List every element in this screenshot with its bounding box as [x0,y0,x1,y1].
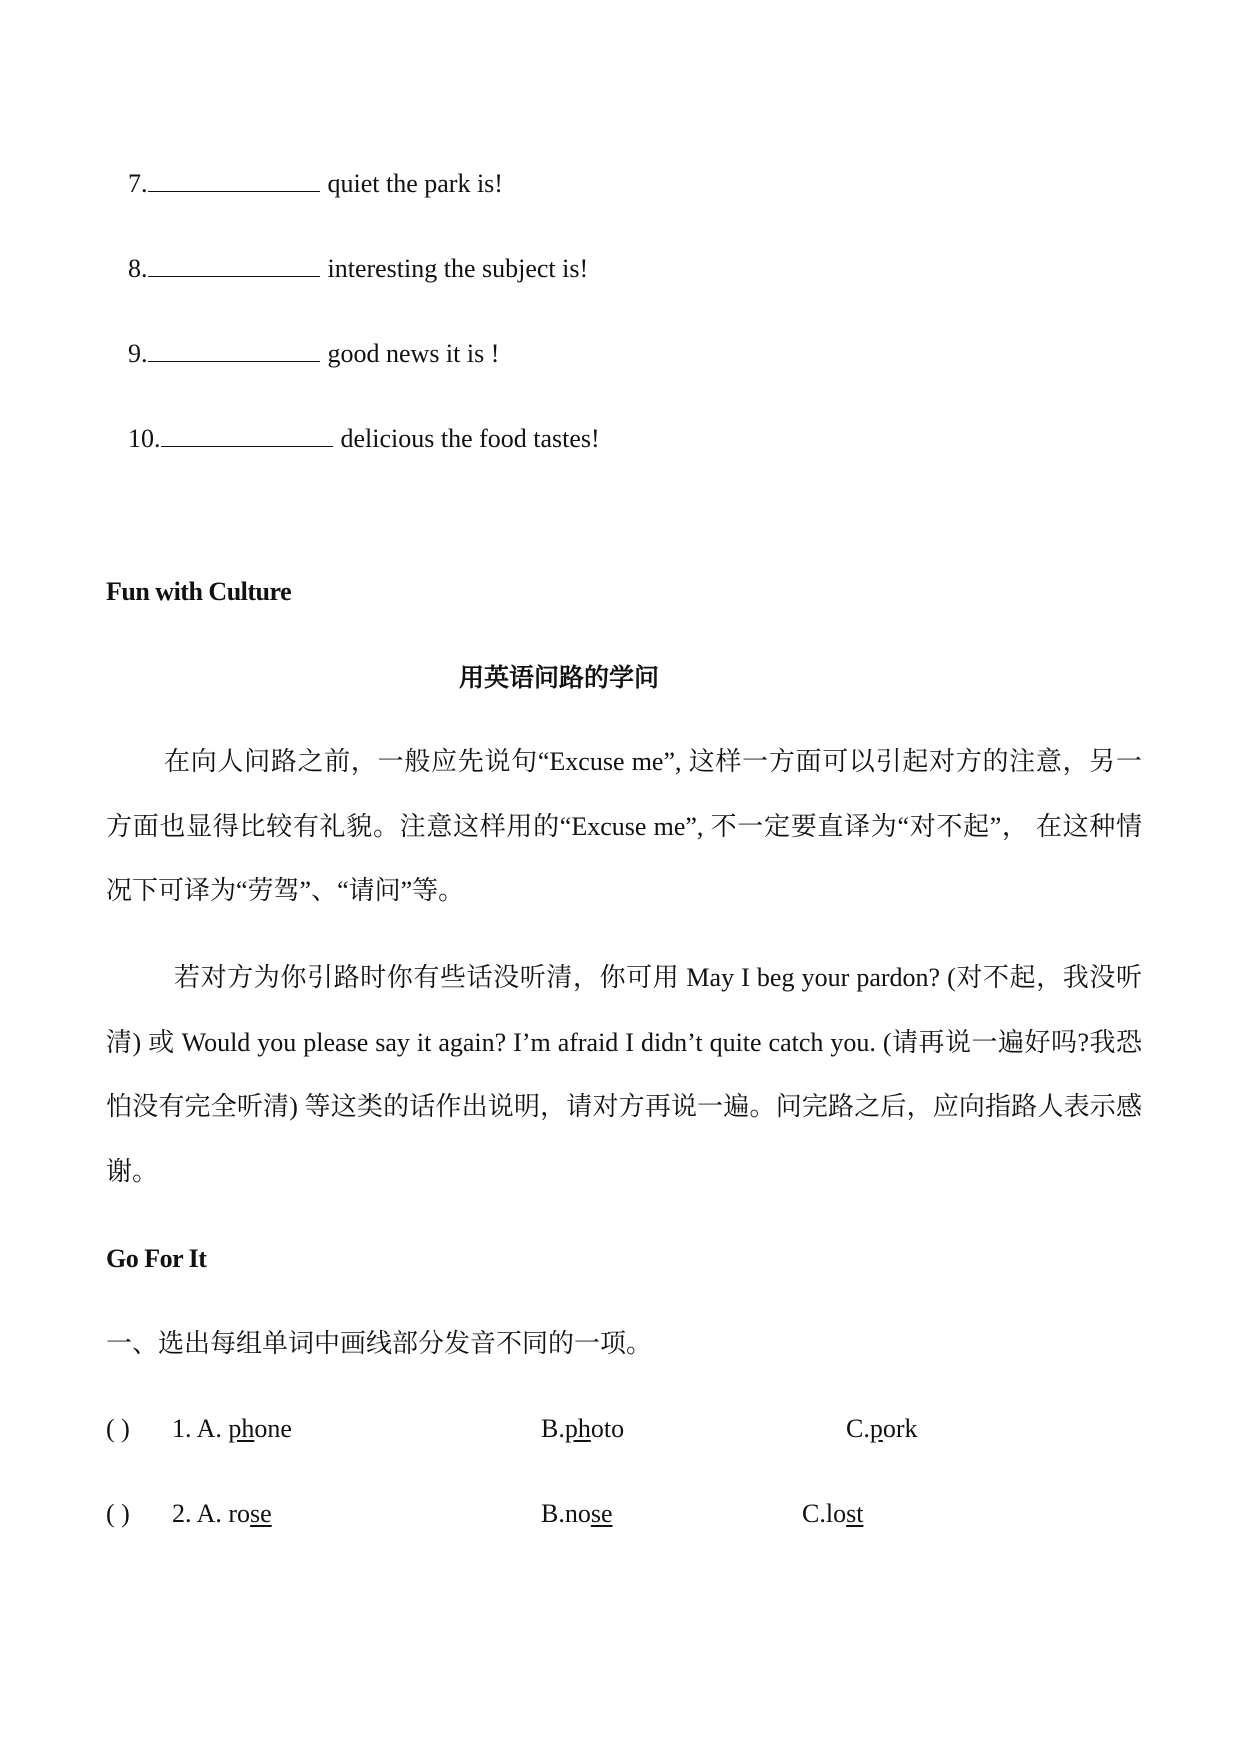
option-b-label: B. [541,1499,565,1528]
item-text: delicious the food tastes! [340,424,600,453]
item-number: 9. [128,339,148,368]
fill-in-item-9 [128,338,499,370]
option-b-prefix: no [564,1499,591,1528]
item-number: 10. [128,424,161,453]
option-c-underlined: st [846,1499,864,1528]
question-number: 1. A. [172,1414,229,1443]
item-text: interesting the subject is! [327,254,589,283]
option-c-prefix: lo [825,1499,847,1528]
article-title: 用英语问路的学问 [459,663,660,692]
option-b-label: B. [541,1414,565,1443]
option-a [172,1498,272,1530]
fill-in-item-8 [128,253,588,285]
option-a-underlined: ph [228,1414,255,1443]
item-number: 8. [128,254,148,283]
question-number: 2. A. [172,1499,229,1528]
option-b-suffix: oto [590,1414,625,1443]
fill-in-item-7 [128,168,503,200]
question-row-1 [106,1413,1106,1445]
answer-blank [148,254,320,277]
article-paragraph-2: 若对方为你引路时你有些话没听清，你可用 May I beg your pardon? (对不起，我没听清) 或 Would you please say it again? I’m afraid I didn’t quite catch you. (请再说一遍好吗?我恐怕没有完全听清) 等这类的话作出说明，请对方再说一遍。问完路之后，应向指路人表示感谢。 [106,963,1142,1186]
option-b-underlined: ph [564,1414,591,1443]
item-text: quiet the park is! [327,169,503,198]
option-a-suffix: one [254,1414,292,1443]
answer-blank [148,339,320,362]
option-c [846,1413,918,1445]
article-paragraph-1: 在向人问路之前，一般应先说句“Excuse me”, 这样一方面可以引起对方的注意，另一方面也显得比较有礼貌。注意这样用的“Excuse me”, 不一定要直译为“对不起”， 在这种情况下可译为“劳驾”、“请问”等。 [106,747,1142,905]
question-row-2 [106,1498,1106,1530]
answer-parentheses: ( ) [106,1499,130,1528]
option-c [802,1498,863,1530]
option-b [541,1413,624,1445]
option-c-label: C. [802,1499,826,1528]
answer-blank [148,169,320,192]
exercise-instruction: 一、选出每组单词中画线部分发音不同的一项。 [106,1329,653,1358]
item-text: good news it is ! [327,339,500,368]
answer-blank [161,424,333,447]
fill-in-item-10 [128,423,600,455]
item-number: 7. [128,169,148,198]
option-c-suffix: ork [882,1414,918,1443]
section-heading-fun-with-culture: Fun with Culture [106,577,292,606]
section-heading-go-for-it: Go For It [106,1244,207,1273]
option-a [172,1413,292,1445]
option-b [541,1498,613,1530]
option-b-underlined: se [590,1499,613,1528]
option-a-prefix: ro [228,1499,251,1528]
option-a-underlined: se [250,1499,272,1528]
answer-parentheses: ( ) [106,1414,130,1443]
option-c-underlined: p [869,1414,883,1443]
option-c-label: C. [846,1414,870,1443]
